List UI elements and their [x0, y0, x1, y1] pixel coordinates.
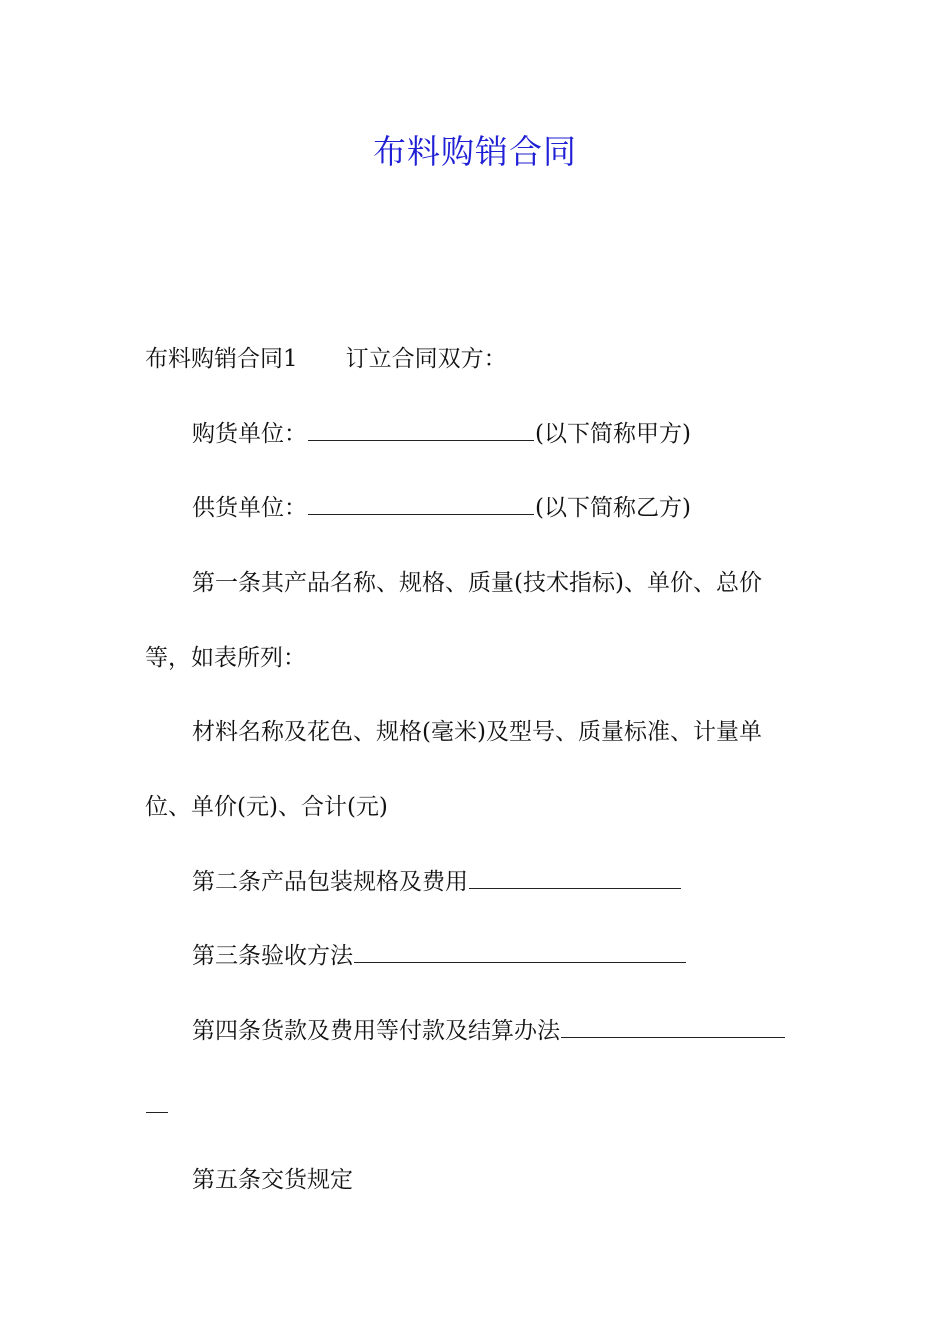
- article2-blank-field: [469, 866, 681, 889]
- buyer-suffix: (以下简称甲方): [535, 421, 691, 447]
- article4-blank-field: [561, 1015, 785, 1038]
- intro-line: [145, 343, 815, 375]
- seller-suffix: (以下简称乙方): [535, 495, 691, 521]
- article3-blank-field: [354, 940, 686, 963]
- intro-parties: 订立合同双方：: [345, 346, 507, 372]
- article4-continuation: [145, 1090, 815, 1122]
- article4-text: 第四条货款及费用等付款及结算办法: [192, 1018, 560, 1044]
- buyer-line: [192, 418, 862, 450]
- article2-text: 第二条产品包装规格及费用: [192, 869, 468, 895]
- article3-line: [192, 940, 862, 972]
- article2-line: [192, 866, 862, 898]
- article1-line1: 第一条其产品名称、规格、质量(技术指标)、单价、总价: [192, 570, 762, 596]
- article4-blank-continuation: [146, 1090, 168, 1113]
- seller-line: [192, 492, 862, 524]
- table-fields-line2: 位、单价(元)、合计(元): [145, 794, 388, 820]
- article5-line: 第五条交货规定: [192, 1167, 353, 1193]
- seller-blank-field: [308, 492, 534, 515]
- buyer-label: 购货单位：: [192, 421, 307, 447]
- article3-text: 第三条验收方法: [192, 943, 353, 969]
- intro-heading: 布料购销合同1: [145, 346, 298, 372]
- document-title: 布料购销合同: [373, 132, 577, 171]
- article1-line2: 等，如表所列：: [145, 645, 306, 671]
- table-fields-line1: 材料名称及花色、规格(毫米)及型号、质量标准、计量单: [192, 719, 762, 745]
- buyer-blank-field: [308, 418, 534, 441]
- seller-label: 供货单位：: [192, 495, 307, 521]
- article4-line: [192, 1015, 862, 1047]
